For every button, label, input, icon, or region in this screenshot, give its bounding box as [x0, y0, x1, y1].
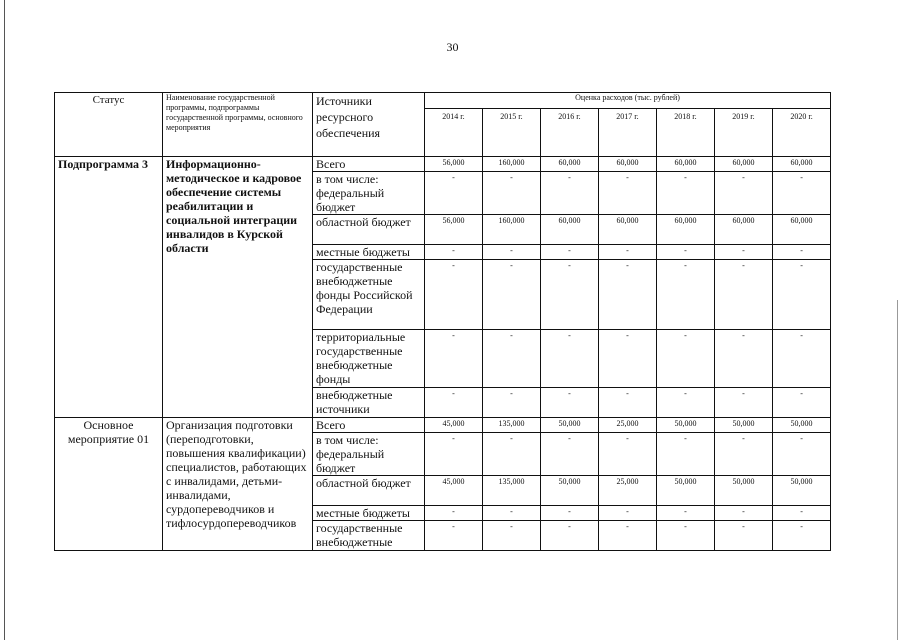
value-cell: 50,000: [541, 418, 599, 433]
header-year: 2015 г.: [483, 109, 541, 157]
value-cell: -: [715, 172, 773, 215]
value-cell: -: [483, 433, 541, 476]
value-cell: 60,000: [773, 157, 831, 172]
value-cell: 25,000: [599, 476, 657, 506]
value-cell: -: [657, 388, 715, 418]
value-cell: -: [541, 245, 599, 260]
value-cell: -: [483, 521, 541, 551]
source-cell: областной бюджет: [313, 476, 425, 506]
source-cell: областной бюджет: [313, 215, 425, 245]
value-cell: 45,000: [425, 418, 483, 433]
scan-edge-left: [4, 0, 5, 640]
header-year: 2014 г.: [425, 109, 483, 157]
header-row: [55, 93, 831, 109]
value-cell: -: [425, 433, 483, 476]
table-row: [55, 157, 831, 172]
value-cell: 56,000: [425, 157, 483, 172]
scan-edge-right: [897, 300, 898, 640]
value-cell: -: [773, 433, 831, 476]
value-cell: -: [425, 388, 483, 418]
value-cell: -: [599, 260, 657, 330]
value-cell: 50,000: [773, 476, 831, 506]
value-cell: -: [541, 330, 599, 388]
source-cell: территориальные государственные внебюджетные фонды: [313, 330, 425, 388]
header-sources: Источники ресурсного обеспечения: [313, 93, 425, 157]
source-cell: внебюджетные источники: [313, 388, 425, 418]
source-cell: Всего: [313, 157, 425, 172]
value-cell: 60,000: [715, 215, 773, 245]
value-cell: -: [425, 172, 483, 215]
value-cell: -: [599, 172, 657, 215]
value-cell: -: [425, 330, 483, 388]
value-cell: -: [425, 521, 483, 551]
value-cell: -: [541, 521, 599, 551]
value-cell: 60,000: [657, 157, 715, 172]
value-cell: 60,000: [599, 215, 657, 245]
source-cell: Всего: [313, 418, 425, 433]
header-year: 2017 г.: [599, 109, 657, 157]
source-cell: государственные внебюджетные: [313, 521, 425, 551]
value-cell: -: [715, 245, 773, 260]
value-cell: -: [657, 433, 715, 476]
value-cell: 60,000: [715, 157, 773, 172]
value-cell: -: [773, 245, 831, 260]
value-cell: -: [715, 506, 773, 521]
value-cell: -: [715, 388, 773, 418]
value-cell: -: [425, 506, 483, 521]
value-cell: -: [541, 260, 599, 330]
value-cell: -: [599, 521, 657, 551]
value-cell: -: [599, 433, 657, 476]
value-cell: -: [773, 172, 831, 215]
value-cell: -: [483, 172, 541, 215]
value-cell: -: [483, 245, 541, 260]
header-name: Наименование государственной программы, подпрограммы государственной программы, основного мероприятия: [163, 93, 313, 157]
value-cell: -: [657, 245, 715, 260]
value-cell: 160,000: [483, 157, 541, 172]
source-cell: в том числе: федеральный бюджет: [313, 433, 425, 476]
value-cell: -: [773, 330, 831, 388]
value-cell: -: [715, 260, 773, 330]
source-cell: местные бюджеты: [313, 506, 425, 521]
value-cell: -: [773, 506, 831, 521]
value-cell: -: [657, 506, 715, 521]
value-cell: -: [541, 506, 599, 521]
value-cell: -: [657, 330, 715, 388]
value-cell: 45,000: [425, 476, 483, 506]
value-cell: 135,000: [483, 476, 541, 506]
value-cell: 160,000: [483, 215, 541, 245]
value-cell: 50,000: [541, 476, 599, 506]
page-number: 30: [446, 40, 459, 54]
value-cell: -: [599, 245, 657, 260]
value-cell: 50,000: [657, 476, 715, 506]
source-cell: местные бюджеты: [313, 245, 425, 260]
value-cell: 135,000: [483, 418, 541, 433]
section-status: Основное мероприятие 01: [55, 418, 163, 551]
value-cell: 60,000: [773, 215, 831, 245]
value-cell: -: [541, 388, 599, 418]
section-name: Организация подготовки (переподготовки, повышения квалификации) специалистов, работающих с инвалидами, детьми-инвалидами, сурдопереводчиков и тифлосурдопереводчиков: [163, 418, 313, 551]
header-year: 2016 г.: [541, 109, 599, 157]
value-cell: -: [773, 521, 831, 551]
value-cell: -: [425, 260, 483, 330]
value-cell: -: [715, 433, 773, 476]
value-cell: -: [541, 433, 599, 476]
value-cell: 50,000: [715, 476, 773, 506]
value-cell: -: [657, 260, 715, 330]
value-cell: 56,000: [425, 215, 483, 245]
value-cell: -: [483, 388, 541, 418]
header-year: 2018 г.: [657, 109, 715, 157]
value-cell: -: [599, 388, 657, 418]
value-cell: -: [541, 172, 599, 215]
value-cell: 60,000: [657, 215, 715, 245]
value-cell: -: [715, 330, 773, 388]
value-cell: -: [773, 388, 831, 418]
value-cell: 60,000: [541, 215, 599, 245]
value-cell: -: [425, 245, 483, 260]
value-cell: -: [483, 260, 541, 330]
value-cell: 50,000: [657, 418, 715, 433]
value-cell: 50,000: [715, 418, 773, 433]
value-cell: 50,000: [773, 418, 831, 433]
header-estimate: Оценка расходов (тыс. рублей): [425, 93, 831, 109]
table-row: [55, 418, 831, 433]
value-cell: -: [657, 521, 715, 551]
value-cell: 25,000: [599, 418, 657, 433]
value-cell: -: [773, 260, 831, 330]
header-status: Статус: [55, 93, 163, 157]
source-cell: государственные внебюджетные фонды Российской Федерации: [313, 260, 425, 330]
value-cell: -: [657, 172, 715, 215]
value-cell: 60,000: [541, 157, 599, 172]
value-cell: -: [483, 506, 541, 521]
header-year: 2020 г.: [773, 109, 831, 157]
source-cell: в том числе: федеральный бюджет: [313, 172, 425, 215]
value-cell: -: [483, 330, 541, 388]
value-cell: -: [715, 521, 773, 551]
value-cell: -: [599, 330, 657, 388]
value-cell: 60,000: [599, 157, 657, 172]
budget-table: [54, 92, 831, 551]
section-name: Информационно-методическое и кадровое обеспечение системы реабилитации и социальной интеграции инвалидов в Курской области: [163, 157, 313, 418]
value-cell: -: [599, 506, 657, 521]
header-year: 2019 г.: [715, 109, 773, 157]
section-status: Подпрограмма 3: [55, 157, 163, 418]
